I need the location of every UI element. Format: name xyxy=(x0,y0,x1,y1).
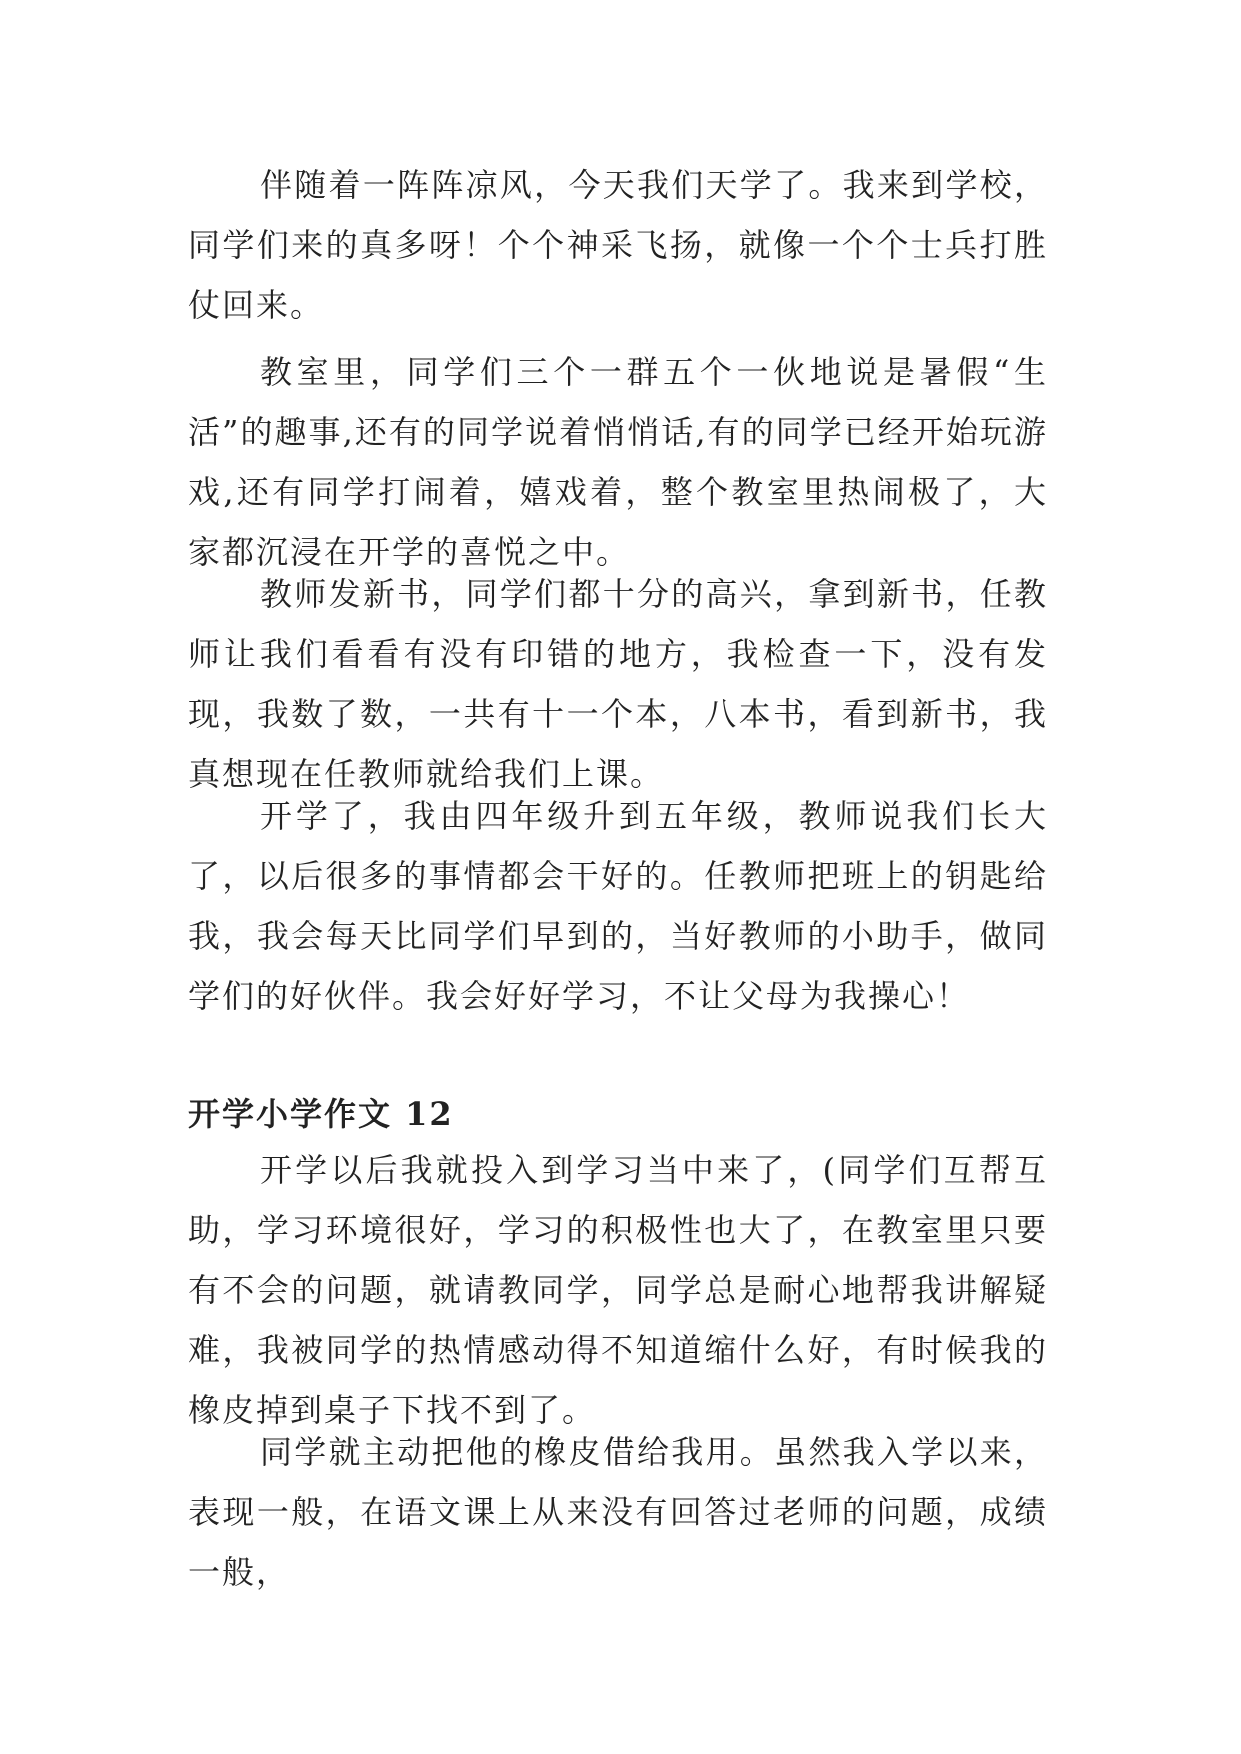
section-title: 开学小学作文 12 xyxy=(188,1095,454,1133)
paragraph: 开学了，我由四年级升到五年级，教师说我们长大了，以后很多的事情都会干好的。任教师把班上的钥匙给我，我会每天比同学们早到的，当好教师的小助手，做同学们的好伙伴。我会好好学习，不让父母为我操心！ xyxy=(188,797,1048,1015)
paragraph: 伴随着一阵阵凉风，今天我们天学了。我来到学校，同学们来的真多呀！个个神采飞扬，就像一个个士兵打胜仗回来。 xyxy=(188,166,1048,324)
paragraph: 教师发新书，同学们都十分的高兴，拿到新书，任教师让我们看看有没有印错的地方，我检查一下，没有发现，我数了数，一共有十一个本，八本书，看到新书，我真想现在任教师就给我们上课。 xyxy=(188,575,1048,793)
paragraph: 开学以后我就投入到学习当中来了，(同学们互帮互助，学习环境很好，学习的积极性也大了，在教室里只要有不会的问题，就请教同学，同学总是耐心地帮我讲解疑难，我被同学的热情感动得不知道缩什么好，有时候我的橡皮掉到桌子下找不到了。 xyxy=(188,1151,1048,1429)
paragraph: 教室里，同学们三个一群五个一伙地说是暑假“生活”的趣事,还有的同学说着悄悄话,有的同学已经开始玩游戏,还有同学打闹着，嬉戏着，整个教室里热闹极了，大家都沉浸在开学的喜悦之中。 xyxy=(188,353,1048,571)
paragraph: 同学就主动把他的橡皮借给我用。虽然我入学以来，表现一般，在语文课上从来没有回答过老师的问题，成绩一般， xyxy=(188,1433,1048,1591)
